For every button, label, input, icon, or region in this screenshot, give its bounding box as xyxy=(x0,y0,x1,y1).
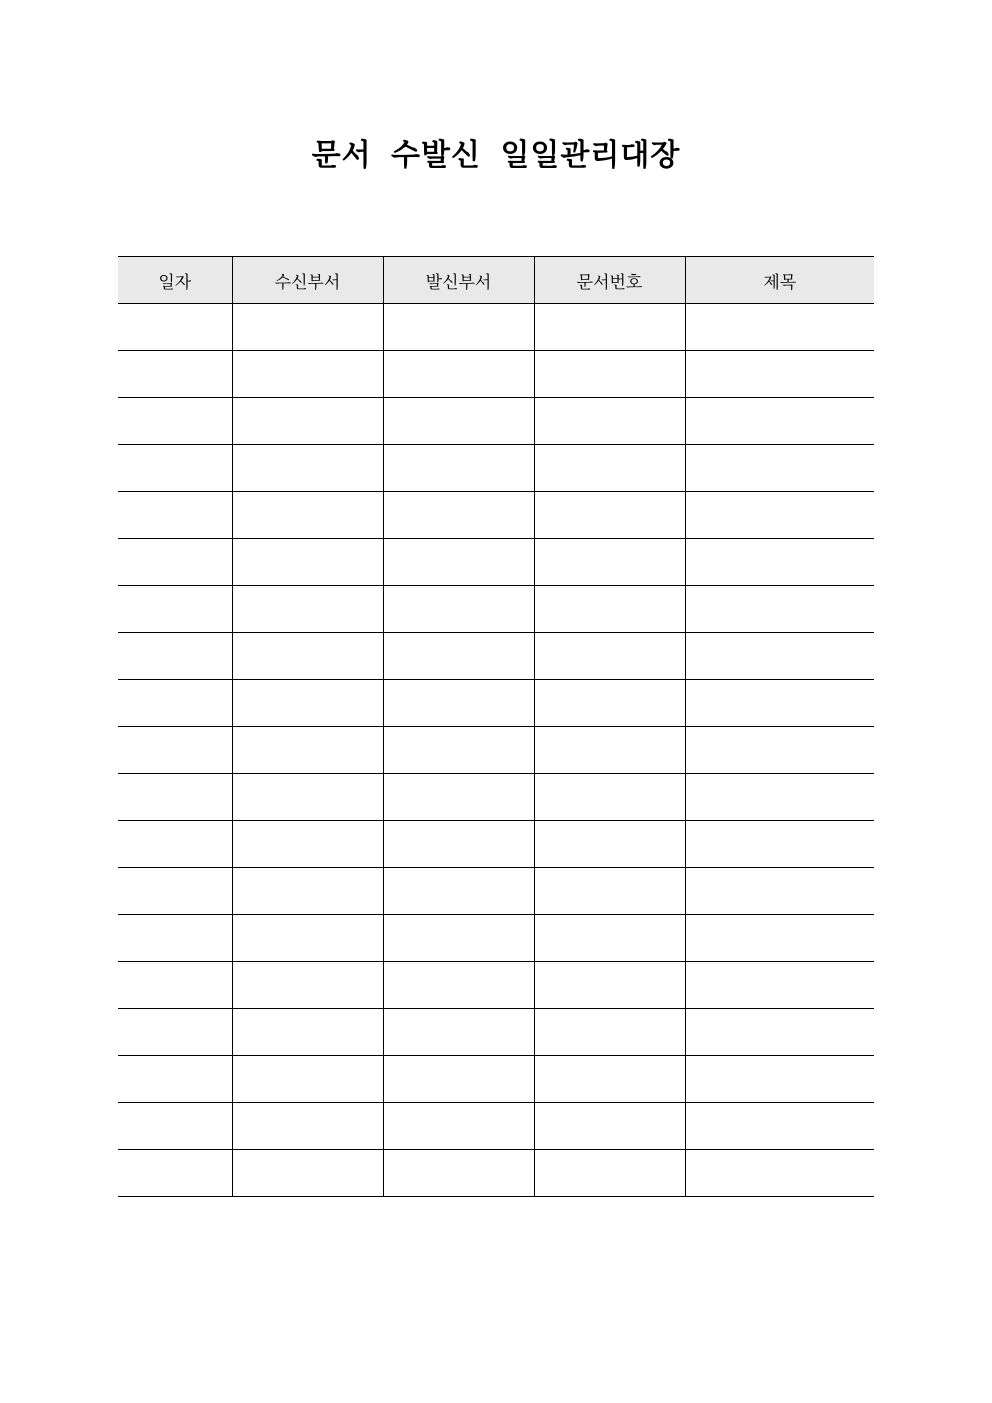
cell-document-number[interactable] xyxy=(534,633,685,680)
cell-subject[interactable] xyxy=(685,1056,874,1103)
cell-date[interactable] xyxy=(118,1009,232,1056)
cell-sending-dept[interactable] xyxy=(383,351,534,398)
cell-date[interactable] xyxy=(118,1056,232,1103)
cell-document-number[interactable] xyxy=(534,1150,685,1197)
cell-date[interactable] xyxy=(118,539,232,586)
cell-sending-dept[interactable] xyxy=(383,680,534,727)
cell-subject[interactable] xyxy=(685,962,874,1009)
cell-receiving-dept[interactable] xyxy=(232,868,383,915)
cell-document-number[interactable] xyxy=(534,1009,685,1056)
cell-sending-dept[interactable] xyxy=(383,962,534,1009)
cell-receiving-dept[interactable] xyxy=(232,351,383,398)
cell-subject[interactable] xyxy=(685,633,874,680)
cell-receiving-dept[interactable] xyxy=(232,586,383,633)
cell-sending-dept[interactable] xyxy=(383,586,534,633)
table-row xyxy=(118,680,874,727)
cell-document-number[interactable] xyxy=(534,1056,685,1103)
table-row xyxy=(118,304,874,351)
cell-subject[interactable] xyxy=(685,586,874,633)
table-header-row xyxy=(118,257,874,304)
cell-document-number[interactable] xyxy=(534,774,685,821)
cell-subject[interactable] xyxy=(685,304,874,351)
cell-document-number[interactable] xyxy=(534,680,685,727)
cell-date[interactable] xyxy=(118,304,232,351)
cell-document-number[interactable] xyxy=(534,492,685,539)
cell-document-number[interactable] xyxy=(534,539,685,586)
cell-document-number[interactable] xyxy=(534,868,685,915)
cell-subject[interactable] xyxy=(685,680,874,727)
table-row xyxy=(118,962,874,1009)
cell-sending-dept[interactable] xyxy=(383,1009,534,1056)
cell-document-number[interactable] xyxy=(534,727,685,774)
table-row xyxy=(118,915,874,962)
cell-receiving-dept[interactable] xyxy=(232,915,383,962)
cell-date[interactable] xyxy=(118,962,232,1009)
cell-date[interactable] xyxy=(118,1150,232,1197)
cell-sending-dept[interactable] xyxy=(383,1150,534,1197)
cell-receiving-dept[interactable] xyxy=(232,1103,383,1150)
cell-receiving-dept[interactable] xyxy=(232,539,383,586)
table-row xyxy=(118,1103,874,1150)
cell-sending-dept[interactable] xyxy=(383,915,534,962)
cell-receiving-dept[interactable] xyxy=(232,1009,383,1056)
cell-subject[interactable] xyxy=(685,351,874,398)
cell-subject[interactable] xyxy=(685,774,874,821)
cell-subject[interactable] xyxy=(685,868,874,915)
table-row xyxy=(118,868,874,915)
cell-sending-dept[interactable] xyxy=(383,492,534,539)
cell-date[interactable] xyxy=(118,492,232,539)
cell-subject[interactable] xyxy=(685,445,874,492)
cell-document-number[interactable] xyxy=(534,1103,685,1150)
table-row xyxy=(118,774,874,821)
cell-sending-dept[interactable] xyxy=(383,821,534,868)
cell-date[interactable] xyxy=(118,1103,232,1150)
cell-receiving-dept[interactable] xyxy=(232,727,383,774)
cell-subject[interactable] xyxy=(685,1103,874,1150)
cell-document-number[interactable] xyxy=(534,304,685,351)
cell-date[interactable] xyxy=(118,586,232,633)
cell-receiving-dept[interactable] xyxy=(232,774,383,821)
cell-receiving-dept[interactable] xyxy=(232,680,383,727)
cell-sending-dept[interactable] xyxy=(383,868,534,915)
page-title: 문서 수발신 일일관리대장 xyxy=(311,138,681,173)
cell-date[interactable] xyxy=(118,633,232,680)
cell-subject[interactable] xyxy=(685,492,874,539)
cell-sending-dept[interactable] xyxy=(383,774,534,821)
cell-receiving-dept[interactable] xyxy=(232,445,383,492)
table-row xyxy=(118,821,874,868)
cell-date[interactable] xyxy=(118,680,232,727)
table-row xyxy=(118,586,874,633)
cell-subject[interactable] xyxy=(685,821,874,868)
cell-subject[interactable] xyxy=(685,398,874,445)
cell-sending-dept[interactable] xyxy=(383,445,534,492)
cell-sending-dept[interactable] xyxy=(383,727,534,774)
cell-receiving-dept[interactable] xyxy=(232,304,383,351)
cell-document-number[interactable] xyxy=(534,351,685,398)
cell-sending-dept[interactable] xyxy=(383,1103,534,1150)
cell-subject[interactable] xyxy=(685,1009,874,1056)
cell-document-number[interactable] xyxy=(534,915,685,962)
table-row xyxy=(118,445,874,492)
cell-sending-dept[interactable] xyxy=(383,304,534,351)
table-row xyxy=(118,727,874,774)
cell-subject[interactable] xyxy=(685,1150,874,1197)
cell-document-number[interactable] xyxy=(534,398,685,445)
table-row xyxy=(118,539,874,586)
header-receiving-dept: 수신부서 xyxy=(232,257,383,304)
table-row xyxy=(118,492,874,539)
table-row xyxy=(118,633,874,680)
table-row xyxy=(118,1009,874,1056)
document-ledger-table xyxy=(118,256,874,1197)
table-body xyxy=(118,304,874,1197)
header-document-number: 문서번호 xyxy=(534,257,685,304)
cell-receiving-dept[interactable] xyxy=(232,492,383,539)
header-date: 일자 xyxy=(118,257,232,304)
cell-subject[interactable] xyxy=(685,727,874,774)
table-row xyxy=(118,1150,874,1197)
cell-receiving-dept[interactable] xyxy=(232,398,383,445)
header-sending-dept: 발신부서 xyxy=(383,257,534,304)
cell-document-number[interactable] xyxy=(534,586,685,633)
cell-document-number[interactable] xyxy=(534,821,685,868)
cell-date[interactable] xyxy=(118,351,232,398)
cell-date[interactable] xyxy=(118,868,232,915)
cell-subject[interactable] xyxy=(685,539,874,586)
cell-sending-dept[interactable] xyxy=(383,633,534,680)
cell-subject[interactable] xyxy=(685,915,874,962)
cell-sending-dept[interactable] xyxy=(383,539,534,586)
table-row xyxy=(118,398,874,445)
cell-document-number[interactable] xyxy=(534,962,685,1009)
table-row xyxy=(118,1056,874,1103)
header-subject: 제목 xyxy=(685,257,874,304)
cell-receiving-dept[interactable] xyxy=(232,1150,383,1197)
cell-date[interactable] xyxy=(118,727,232,774)
cell-receiving-dept[interactable] xyxy=(232,821,383,868)
cell-date[interactable] xyxy=(118,821,232,868)
cell-receiving-dept[interactable] xyxy=(232,633,383,680)
cell-document-number[interactable] xyxy=(534,445,685,492)
table-row xyxy=(118,351,874,398)
cell-date[interactable] xyxy=(118,445,232,492)
cell-receiving-dept[interactable] xyxy=(232,1056,383,1103)
cell-sending-dept[interactable] xyxy=(383,1056,534,1103)
cell-receiving-dept[interactable] xyxy=(232,962,383,1009)
cell-sending-dept[interactable] xyxy=(383,398,534,445)
cell-date[interactable] xyxy=(118,915,232,962)
cell-date[interactable] xyxy=(118,398,232,445)
cell-date[interactable] xyxy=(118,774,232,821)
